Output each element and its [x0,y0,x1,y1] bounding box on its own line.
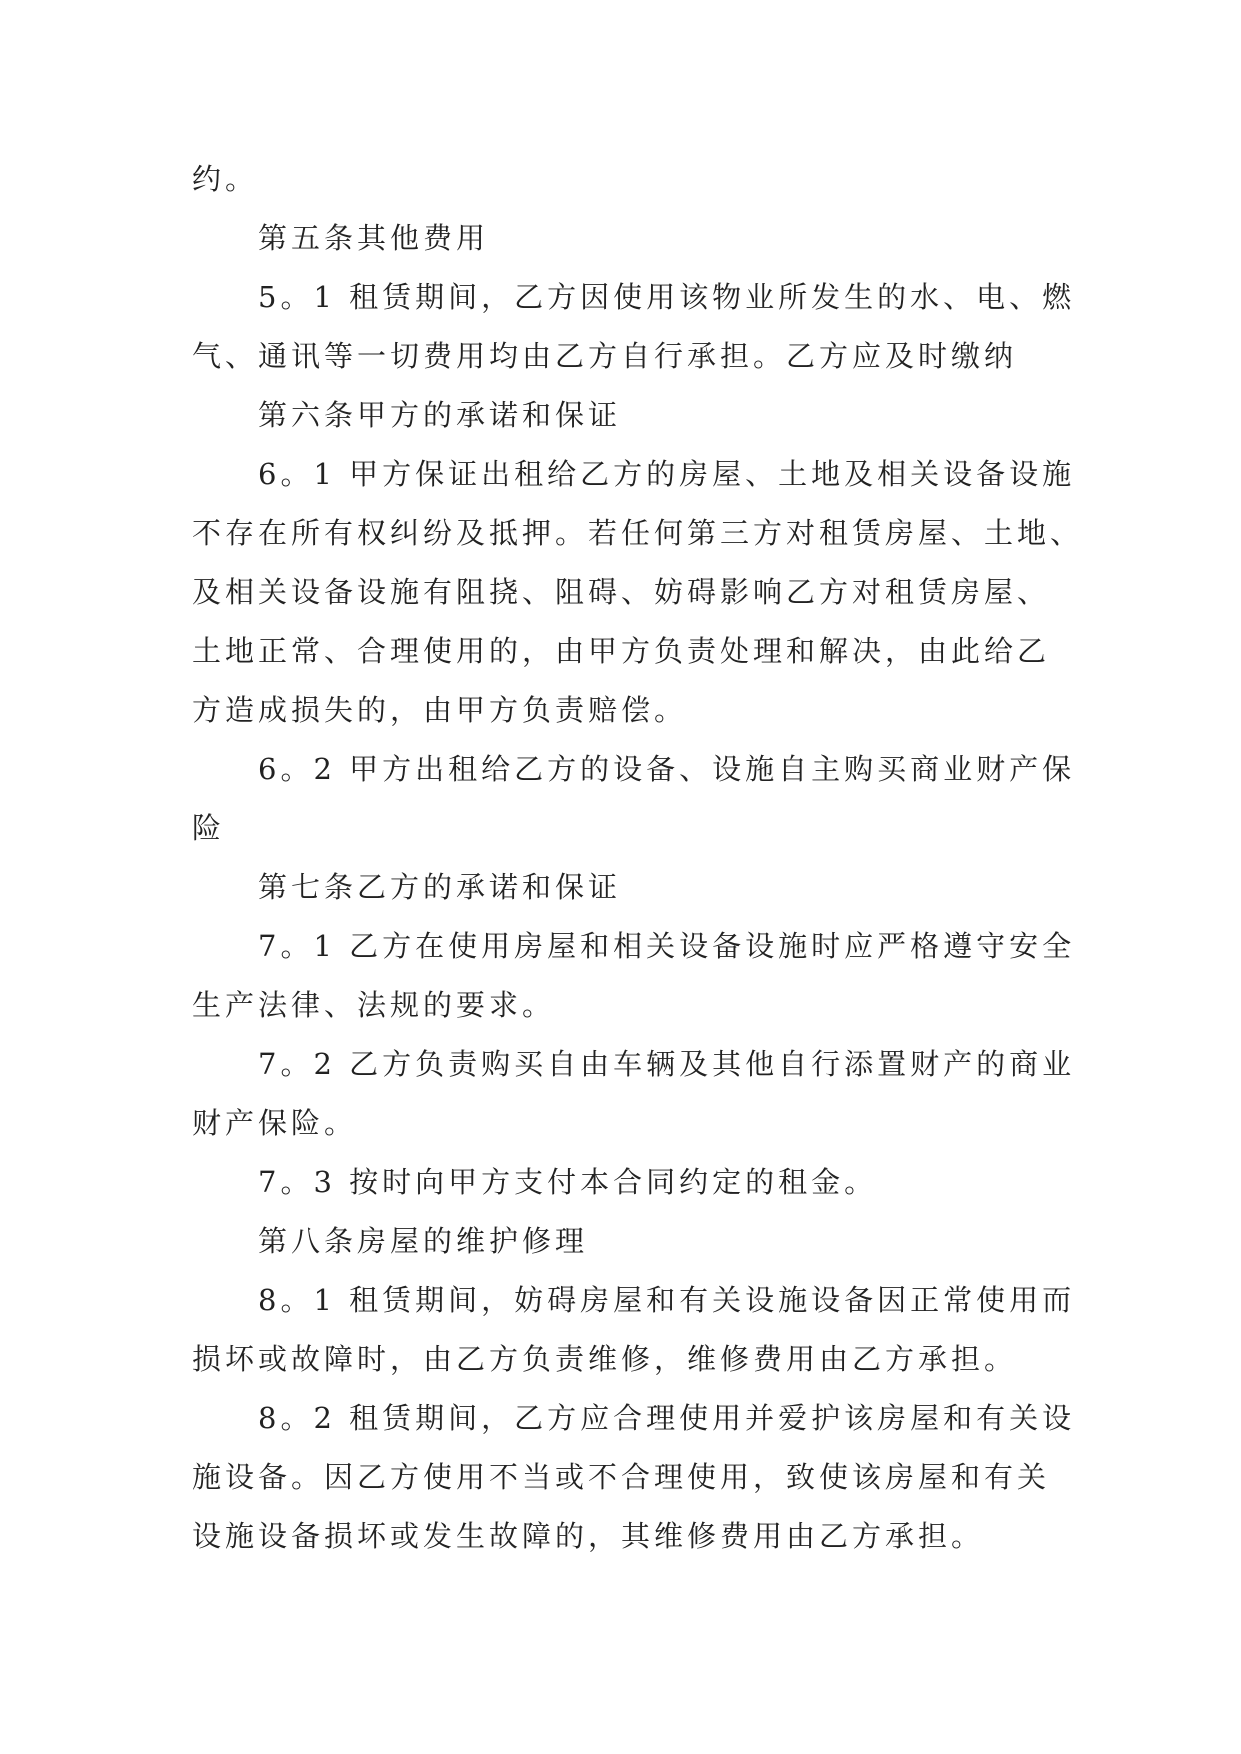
text-line: 7。3 按时向甲方支付本合同约定的租金。 [258,1165,878,1199]
text-line: 5。1 租赁期间，乙方因使用该物业所发生的水、电、燃 [258,280,1076,314]
text-line: 损坏或故障时，由乙方负责维修，维修费用由乙方承担。 [192,1342,1018,1376]
text-line: 8。2 租赁期间，乙方应合理使用并爱护该房屋和有关设 [258,1401,1076,1435]
section-heading-8: 第八条房屋的维护修理 [258,1224,589,1258]
text-line: 6。2 甲方出租给乙方的设备、设施自主购买商业财产保 [258,752,1076,786]
text-line: 7。1 乙方在使用房屋和相关设备设施时应严格遵守安全 [258,929,1076,963]
contract-text [192,150,1084,1566]
text-line: 方造成损失的，由甲方负责赔偿。 [192,693,688,727]
text-line: 7。2 乙方负责购买自由车辆及其他自行添置财产的商业 [258,1047,1076,1081]
text-line: 险 [192,811,226,845]
text-line: 财产保险。 [192,1106,358,1140]
section-heading-5: 第五条其他费用 [258,221,490,255]
text-line: 施设备。因乙方使用不当或不合理使用，致使该房屋和有关 [192,1460,1051,1494]
section-heading-7: 第七条乙方的承诺和保证 [258,870,622,904]
text-line: 气、通讯等一切费用均由乙方自行承担。乙方应及时缴纳 [192,339,1018,373]
section-heading-6: 第六条甲方的承诺和保证 [258,398,622,432]
text-line: 6。1 甲方保证出租给乙方的房屋、土地及相关设备设施 [258,457,1076,491]
text-line: 约。 [192,162,259,196]
text-line: 8。1 租赁期间，妨碍房屋和有关设施设备因正常使用而 [258,1283,1076,1317]
text-line: 及相关设备设施有阻挠、阻碍、妨碍影响乙方对租赁房屋、 [192,575,1051,609]
text-line: 土地正常、合理使用的，由甲方负责处理和解决，由此给乙 [192,634,1051,668]
text-line: 不存在所有权纠纷及抵押。若任何第三方对租赁房屋、土地、 [192,516,1084,550]
text-line: 生产法律、法规的要求。 [192,988,556,1022]
text-line: 设施设备损坏或发生故障的，其维修费用由乙方承担。 [192,1519,985,1553]
